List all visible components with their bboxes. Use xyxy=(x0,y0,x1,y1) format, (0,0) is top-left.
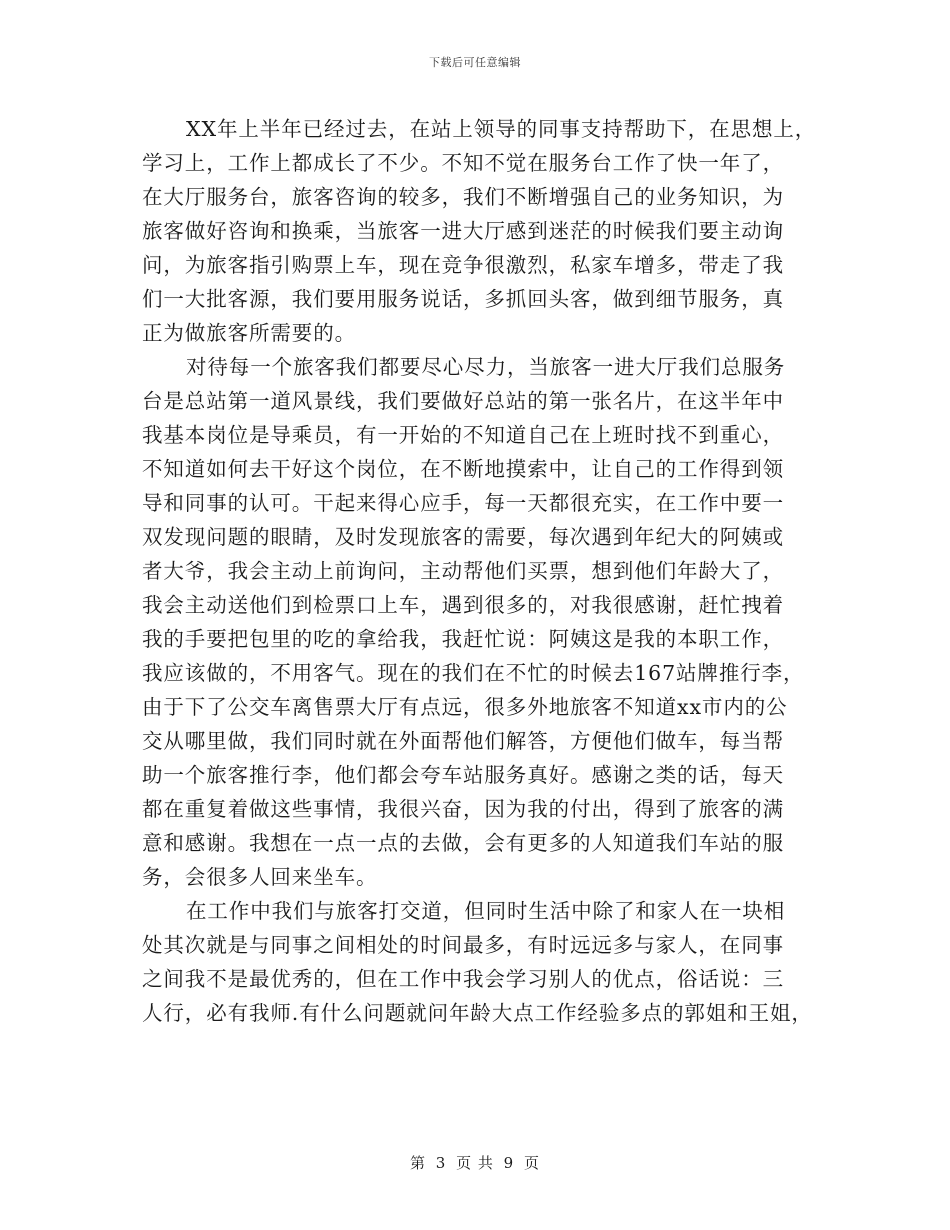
paragraph-2-line: 者大爷，我会主动上前询问，主动帮他们买票，想到他们年龄大了， xyxy=(142,559,784,583)
paragraph-2-line: 意和感谢。我想在一点一点的去做，会有更多的人知道我们车站的服 xyxy=(142,831,784,855)
paragraph-1-line: 学习上，工作上都成长了不少。不知不觉在服务台工作了快一年了， xyxy=(142,151,784,175)
paragraph-1-line: 旅客做好咨询和换乘，当旅客一进大厅感到迷茫的时候我们要主动询 xyxy=(142,219,784,243)
paragraph-2-line: 对待每一个旅客我们都要尽心尽力，当旅客一进大厅我们总服务 xyxy=(186,355,786,379)
paragraph-1-line: 在大厅服务台，旅客咨询的较多，我们不断增强自己的业务知识，为 xyxy=(142,185,784,209)
paragraph-2-line: 交从哪里做，我们同时就在外面帮他们解答，方便他们做车，每当帮 xyxy=(142,729,784,753)
paragraph-3-line: 在工作中我们与旅客打交道，但同时生活中除了和家人在一块相 xyxy=(186,899,786,923)
page-middle-text: 页 共 xyxy=(456,1154,494,1172)
paragraph-1-line: XX年上半年已经过去，在站上领导的同事支持帮助下，在思想上， xyxy=(186,117,817,141)
page-prefix: 第 xyxy=(409,1154,426,1172)
page-suffix: 页 xyxy=(524,1154,541,1172)
paragraph-1-line: 正为做旅客所需要的。 xyxy=(142,321,356,345)
page-header: 下载后可任意编辑 xyxy=(429,56,521,69)
paragraph-3-line: 之间我不是最优秀的，但在工作中我会学习别人的优点，俗话说：三 xyxy=(142,967,784,991)
paragraph-2-line: 务，会很多人回来坐车。 xyxy=(142,865,378,889)
page-number-footer xyxy=(0,1152,950,1173)
paragraph-2-line: 导和同事的认可。干起来得心应手，每一天都很充实，在工作中要一 xyxy=(142,491,784,515)
paragraph-2-line: 助一个旅客推行李，他们都会夸车站服务真好。感谢之类的话，每天 xyxy=(142,763,784,787)
document-body xyxy=(142,112,818,1030)
paragraph-2-line: 由于下了公交车离售票大厅有点远，很多外地旅客不知道xx市内的公 xyxy=(142,695,788,719)
paragraph-1-line: 们一大批客源，我们要用服务说话，多抓回头客，做到细节服务，真 xyxy=(142,287,784,311)
paragraph-2-line: 我应该做的，不用客气。现在的我们在不忙的时候去167站牌推行李， xyxy=(142,661,805,685)
current-page-number: 3 xyxy=(435,1154,447,1172)
paragraph-3-line: 人行，必有我师.有什么问题就问年龄大点工作经验多点的郭姐和王姐， xyxy=(142,1001,813,1025)
paragraph-1-line: 问，为旅客指引购票上车，现在竞争很激烈，私家车增多，带走了我 xyxy=(142,253,784,277)
paragraph-2-line: 我基本岗位是导乘员，有一开始的不知道自己在上班时找不到重心， xyxy=(142,423,784,447)
paragraph-2-line: 台是总站第一道风景线，我们要做好总站的第一张名片，在这半年中 xyxy=(142,389,784,413)
total-page-count: 9 xyxy=(503,1154,515,1172)
paragraph-2-line: 不知道如何去干好这个岗位，在不断地摸索中，让自己的工作得到领 xyxy=(142,457,784,481)
paragraph-2-line: 我会主动送他们到检票口上车，遇到很多的，对我很感谢，赶忙拽着 xyxy=(142,593,784,617)
paragraph-2-line: 我的手要把包里的吃的拿给我，我赶忙说：阿姨这是我的本职工作， xyxy=(142,627,784,651)
paragraph-2-line: 双发现问题的眼睛，及时发现旅客的需要，每次遇到年纪大的阿姨或 xyxy=(142,525,784,549)
paragraph-3-line: 处其次就是与同事之间相处的时间最多，有时远远多与家人，在同事 xyxy=(142,933,784,957)
paragraph-2-line: 都在重复着做这些事情，我很兴奋，因为我的付出，得到了旅客的满 xyxy=(142,797,784,821)
